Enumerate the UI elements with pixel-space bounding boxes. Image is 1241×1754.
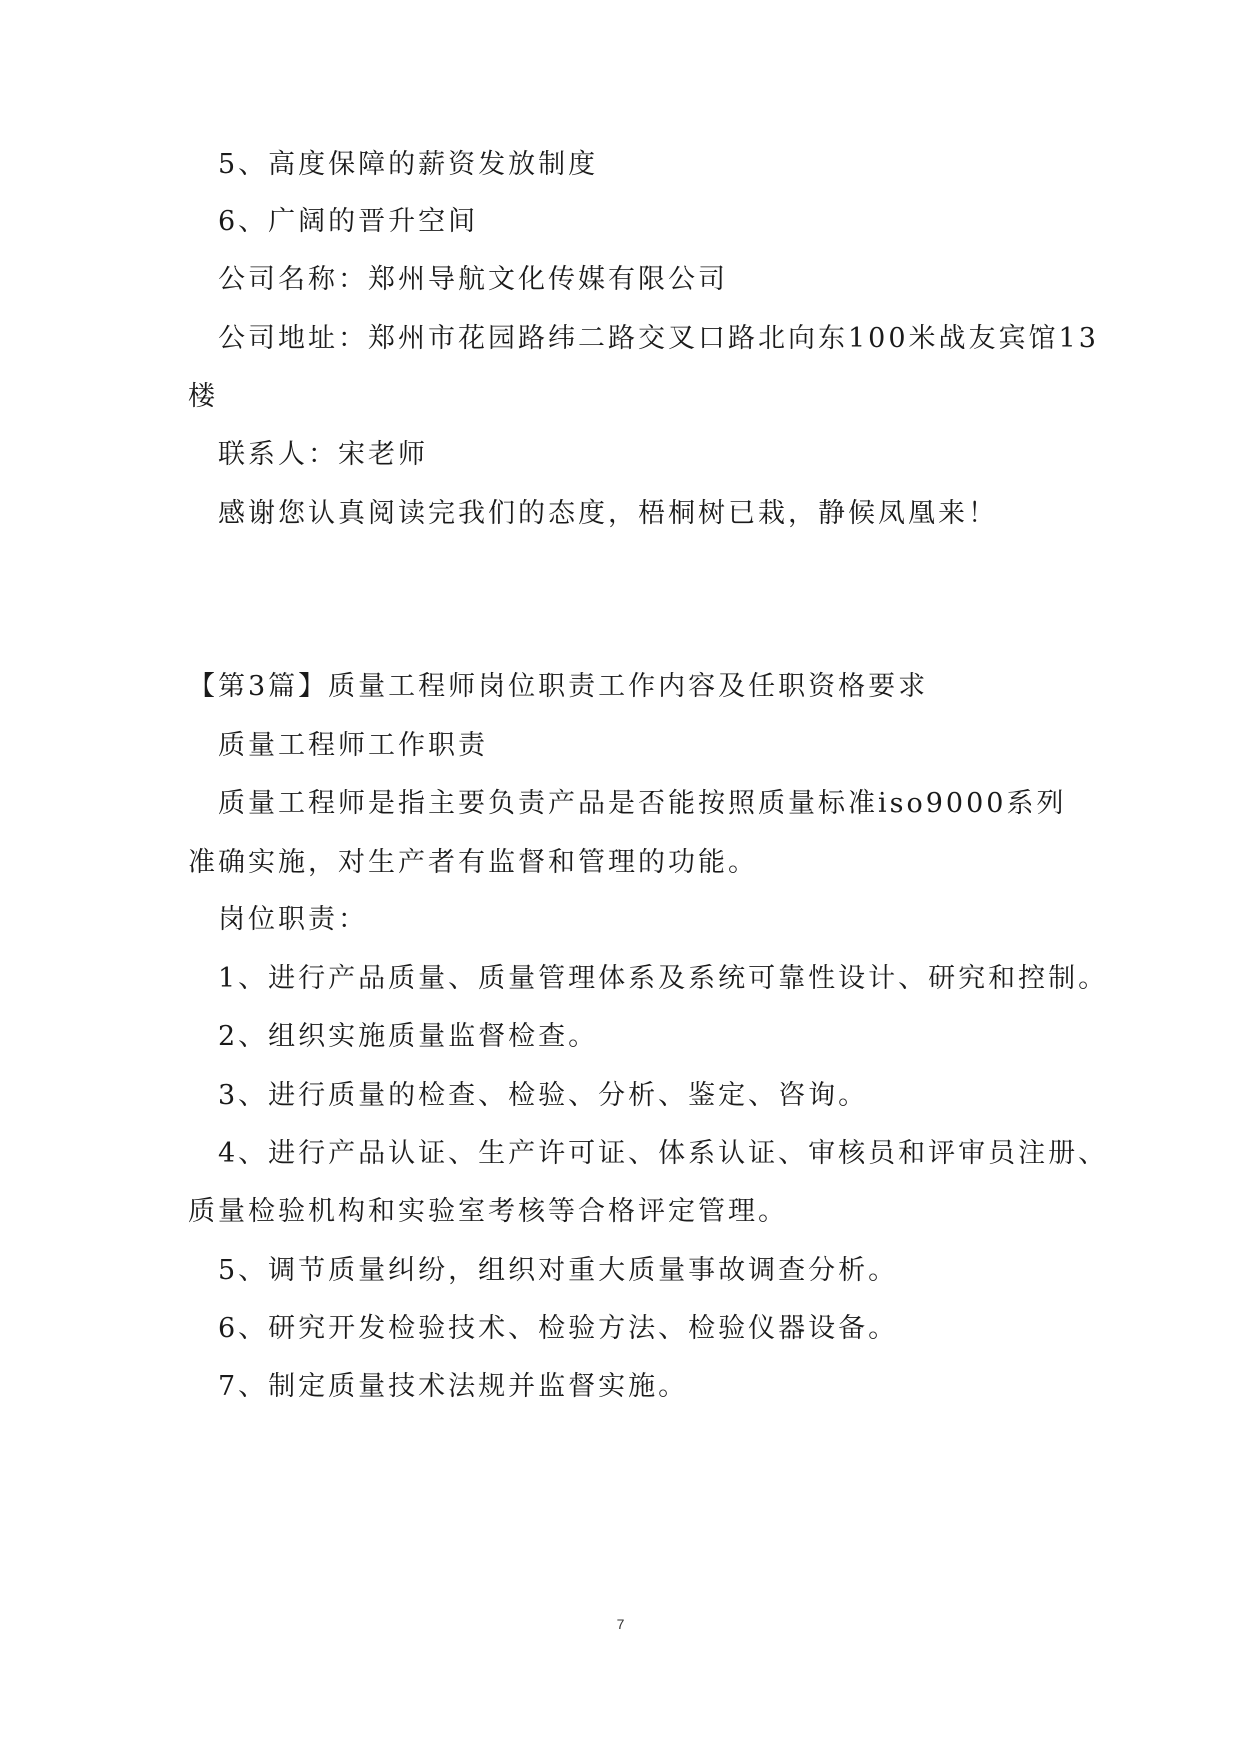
duty-item-7: 7、制定质量技术法规并监督实施。 bbox=[218, 1371, 689, 1402]
duty-item-6: 6、研究开发检验技术、检验方法、检验仪器设备。 bbox=[218, 1313, 899, 1344]
section-heading: 【第3篇】质量工程师岗位职责工作内容及任职资格要求 bbox=[188, 671, 929, 702]
duty-item-1: 1、进行产品质量、质量管理体系及系统可靠性设计、研究和控制。 bbox=[218, 963, 1109, 994]
role-definition-continued: 准确实施，对生产者有监督和管理的功能。 bbox=[188, 847, 758, 878]
benefit-item-5: 5、高度保障的薪资发放制度 bbox=[218, 149, 599, 180]
role-definition: 质量工程师是指主要负责产品是否能按照质量标准iso9000系列 bbox=[218, 788, 1067, 819]
company-address: 公司地址：郑州市花园路纬二路交叉口路北向东100米战友宾馆13 bbox=[218, 323, 1099, 354]
duty-item-2: 2、组织实施质量监督检查。 bbox=[218, 1021, 599, 1052]
duty-item-3: 3、进行质量的检查、检验、分析、鉴定、咨询。 bbox=[218, 1080, 869, 1111]
contact-person: 联系人：宋老师 bbox=[218, 439, 428, 470]
duty-item-4-continued: 质量检验机构和实验室考核等合格评定管理。 bbox=[188, 1196, 788, 1227]
company-address-continued: 楼 bbox=[188, 381, 218, 412]
duty-item-4: 4、进行产品认证、生产许可证、体系认证、审核员和评审员注册、 bbox=[218, 1138, 1109, 1169]
duty-item-5: 5、调节质量纠纷，组织对重大质量事故调查分析。 bbox=[218, 1255, 899, 1286]
duties-subheading: 质量工程师工作职责 bbox=[218, 730, 488, 761]
responsibilities-label: 岗位职责： bbox=[218, 904, 368, 935]
page-number: 7 bbox=[616, 1616, 625, 1632]
benefit-item-6: 6、广阔的晋升空间 bbox=[218, 206, 479, 237]
closing-note: 感谢您认真阅读完我们的态度，梧桐树已栽，静候凤凰来！ bbox=[218, 498, 998, 529]
company-name: 公司名称：郑州导航文化传媒有限公司 bbox=[218, 264, 728, 295]
